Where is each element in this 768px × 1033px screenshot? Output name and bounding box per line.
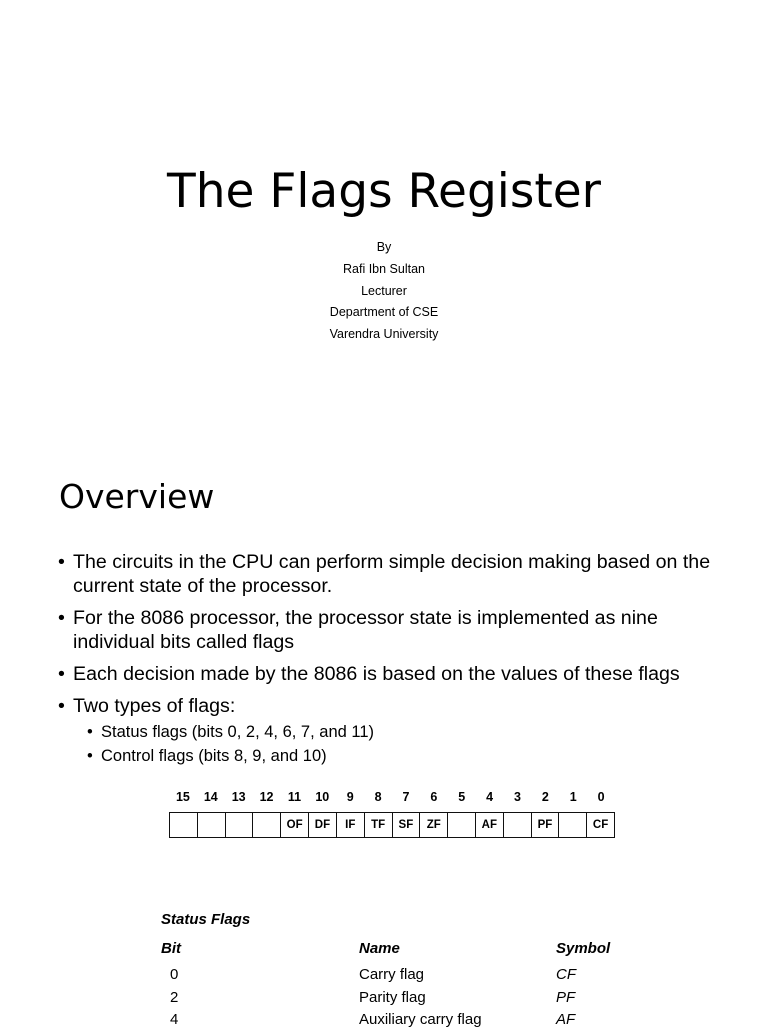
flag-cell-pf: PF — [532, 813, 560, 837]
byline-position: Lecturer — [361, 283, 407, 298]
bullet-text: Two types of flags: — [73, 695, 236, 717]
flag-cell-empty — [198, 813, 226, 837]
row-name: Auxiliary carry flag — [359, 1011, 482, 1028]
bit-number: 4 — [486, 790, 494, 804]
bullet-item — [58, 694, 718, 718]
table-row — [0, 989, 768, 1011]
flag-cell-if: IF — [337, 813, 365, 837]
sub-bullet-item — [58, 720, 718, 744]
bit-number: 15 — [175, 790, 190, 804]
row-symbol: CF — [556, 966, 576, 983]
flag-cell-of: OF — [281, 813, 309, 837]
flag-cell-empty — [253, 813, 281, 837]
bit-number: 10 — [315, 790, 330, 804]
bit-number: 3 — [513, 790, 521, 804]
bit-number: 2 — [541, 790, 549, 804]
flag-cell-empty — [559, 813, 587, 837]
bit-number: 11 — [287, 790, 302, 804]
table-row — [0, 966, 768, 988]
bullet-item — [58, 550, 718, 598]
bit-number: 0 — [597, 790, 605, 804]
sub-bullet-text: Status flags (bits 0, 2, 4, 6, 7, and 11) — [101, 723, 375, 741]
byline-department: Department of CSE — [329, 305, 439, 320]
bit-number: 5 — [458, 790, 466, 804]
flags-register-diagram — [163, 788, 623, 844]
bullet-text: The circuits in the CPU can perform simple decision making based on the current state of the processor. — [73, 551, 711, 597]
bit-number: 14 — [203, 790, 218, 804]
bit-number-row — [163, 788, 623, 808]
bit-number: 12 — [259, 790, 274, 804]
bullet-dot-icon: • — [58, 663, 65, 685]
bit-number: 1 — [569, 790, 577, 804]
overview-heading: Overview — [59, 477, 215, 516]
byline-author: Rafi Ibn Sultan — [343, 261, 425, 276]
bullet-dot-icon: • — [58, 695, 65, 717]
flag-cell-af: AF — [476, 813, 504, 837]
bit-number: 7 — [402, 790, 410, 804]
header-bit: Bit — [161, 940, 181, 957]
row-symbol: AF — [556, 1011, 576, 1028]
register-cells — [169, 812, 615, 838]
flag-cell-sf: SF — [393, 813, 421, 837]
bullet-dot-icon: • — [87, 747, 93, 765]
bullet-text: Each decision made by the 8086 is based on the values of these flags — [73, 663, 680, 685]
row-bit: 4 — [170, 1011, 179, 1028]
flag-cell-empty — [226, 813, 254, 837]
author-byline — [0, 237, 768, 346]
byline-by: By — [376, 240, 392, 254]
bullet-text: For the 8086 processor, the processor state is implemented as nine individual bits called flags — [73, 607, 658, 653]
slide-title: The Flags Register — [166, 164, 601, 219]
byline-university: Varendra University — [329, 327, 439, 342]
flag-cell-cf: CF — [592, 819, 609, 831]
table-row — [0, 1011, 768, 1033]
status-flags-caption: Status Flags — [161, 911, 251, 928]
flag-cell-df: DF — [309, 813, 337, 837]
row-name: Parity flag — [359, 988, 426, 1006]
header-name: Name — [359, 940, 400, 957]
flag-cell-zf: ZF — [420, 813, 448, 837]
row-bit: 2 — [170, 988, 179, 1006]
bit-number: 13 — [231, 790, 246, 804]
flag-cell-empty — [504, 813, 532, 837]
bullet-list — [58, 550, 718, 768]
bullet-item — [58, 606, 718, 654]
flag-cell-tf: TF — [365, 813, 393, 837]
bullet-dot-icon: • — [87, 723, 93, 741]
bit-number: 6 — [430, 790, 438, 804]
overview-slide — [0, 432, 768, 1028]
header-symbol: Symbol — [556, 940, 611, 957]
sub-bullet-item — [58, 744, 718, 768]
bullet-dot-icon: • — [58, 607, 65, 629]
row-name: Carry flag — [359, 966, 425, 983]
title-slide — [0, 0, 768, 432]
bullet-dot-icon: • — [58, 551, 65, 573]
bit-number: 8 — [374, 790, 382, 804]
bullet-item — [58, 662, 718, 686]
sub-bullet-text: Control flags (bits 8, 9, and 10) — [101, 747, 327, 765]
row-bit: 0 — [170, 966, 179, 983]
flag-cell-empty — [170, 813, 198, 837]
row-symbol: PF — [556, 988, 576, 1006]
flag-cell-empty — [448, 813, 476, 837]
bit-number: 9 — [346, 790, 354, 804]
